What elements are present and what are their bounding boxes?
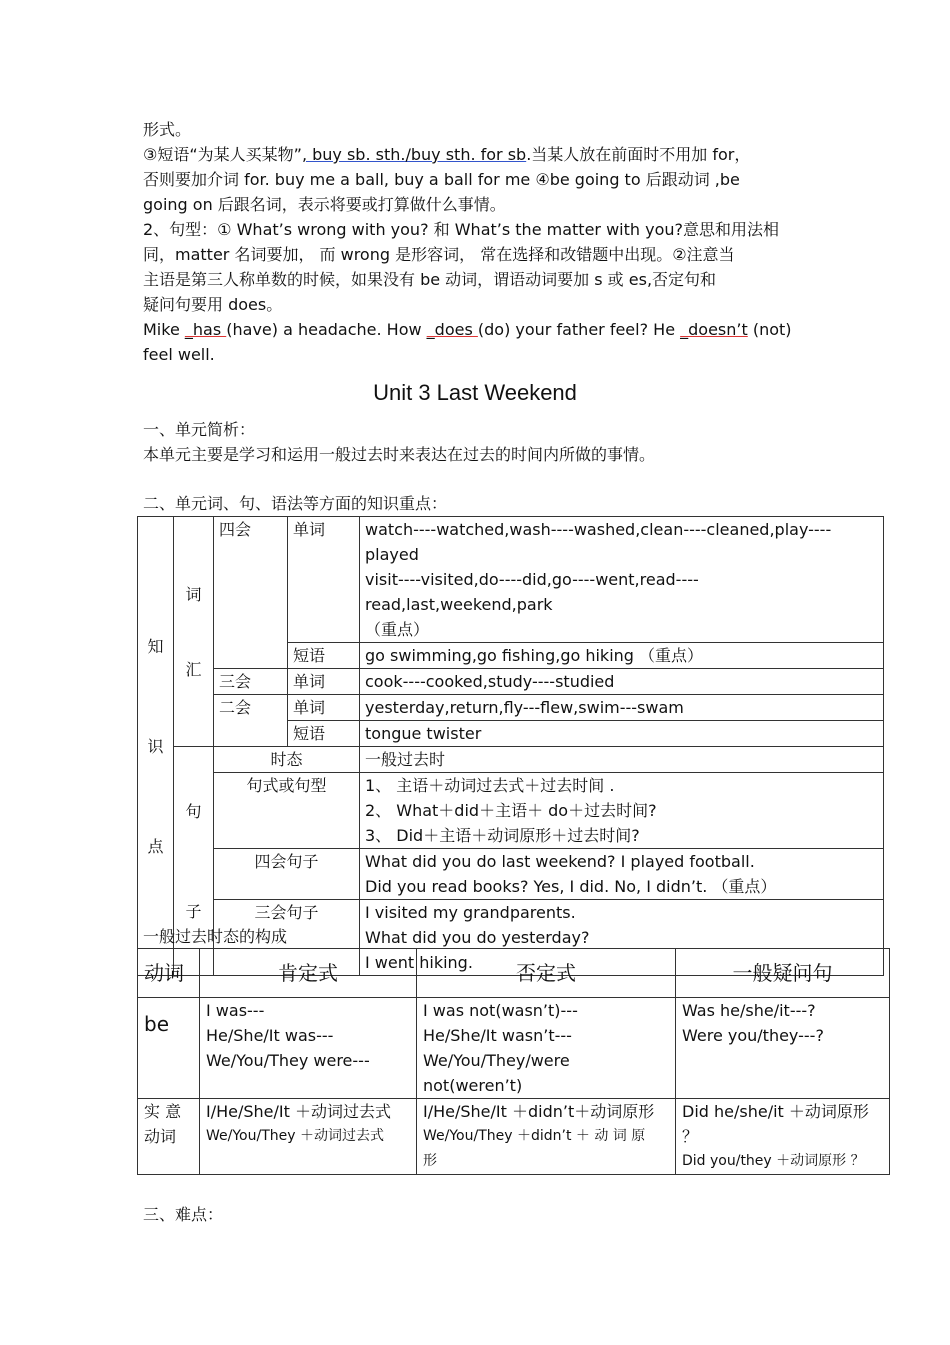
- content-line: 1、 主语＋动词过去式＋过去时间 .: [365, 776, 615, 795]
- section3-heading: 三、难点：: [143, 1205, 224, 1224]
- knowledge-label-cell: [138, 517, 174, 976]
- content-cell: [360, 773, 884, 849]
- content-line: 2、 What＋did＋主语＋ do＋过去时间?: [365, 801, 657, 820]
- knowledge-table: [137, 516, 884, 976]
- four-label-cell: 四会句子: [214, 849, 360, 900]
- text: (have) a headache. How: [226, 320, 427, 339]
- verb-q-cell: [676, 1099, 890, 1175]
- content-cell: yesterday,return,fly---flew,swim---swam: [360, 695, 884, 721]
- answer-does: _does: [426, 320, 478, 339]
- table-line: Was he/she/it---?: [682, 1001, 816, 1020]
- section1: [143, 417, 813, 467]
- text: (not): [747, 320, 792, 339]
- spacer: [143, 659, 168, 734]
- spacer: [143, 759, 168, 834]
- level-cell: 三会: [214, 669, 288, 695]
- content-line: visit----visited,do----did,go----went,read----read,last,weekend,park: [365, 570, 699, 614]
- type-cell: 单词: [288, 517, 360, 643]
- verb-label-cell: [138, 1099, 200, 1175]
- table-line: We/You/They were---: [206, 1051, 370, 1070]
- content-cell: [360, 517, 884, 643]
- label-char: 识: [147, 736, 164, 756]
- content-cell: go swimming,go fishing,go hiking （重点）: [360, 643, 884, 669]
- content-line: What did you do last weekend? I played football.: [365, 852, 755, 871]
- text: ③短语“为某人买某物”: [143, 145, 302, 164]
- intro-line: 否则要加介词 for. buy me a ball, buy a ball for me ④be going to 后跟动词 ,be: [143, 170, 740, 189]
- intro-line: 主语是第三人称单数的时候，如果没有 be 动词，谓语动词要加 s 或 es,否定句和: [143, 270, 717, 289]
- type-cell: 单词: [288, 669, 360, 695]
- label-char: 知: [147, 636, 164, 656]
- table-line: We/You/They ＋动词过去式: [206, 1128, 384, 1144]
- content-line: （重点）: [365, 620, 430, 639]
- three-label-cell: 三会句子: [214, 900, 360, 976]
- label-char: 汇: [185, 659, 202, 679]
- text: .当某人放在前面时不用加 for，: [526, 145, 751, 164]
- be-neg-cell: [417, 998, 676, 1099]
- label-char: 词: [185, 584, 202, 604]
- intro-line: 同，matter 名词要加， 而 wrong 是形容词， 常在选择和改错题中出现。②注意当: [143, 245, 735, 264]
- section1-text: 本单元主要是学习和运用一般过去时来表达在过去的时间内所做的事情。: [143, 445, 656, 464]
- content-cell: cook----cooked,study----studied: [360, 669, 884, 695]
- intro-line: [143, 317, 813, 342]
- intro-line: 2、句型：① What’s wrong with you? 和 What’s the matter with you?意思和用法相: [143, 220, 779, 239]
- content-line: What did you do yesterday?: [365, 928, 590, 947]
- header-cell: 否定式: [417, 949, 676, 998]
- label-char: 点: [147, 836, 164, 856]
- type-cell: 单词: [288, 695, 360, 721]
- intro-line: 疑问句要用 does。: [143, 295, 283, 314]
- level-cell: 四会: [214, 517, 288, 669]
- type-cell: 短语: [288, 721, 360, 747]
- content-line: 3、 Did＋主语＋动词原形＋过去时间?: [365, 826, 640, 845]
- vocab-label-cell: [174, 517, 214, 747]
- table-line: not(weren’t): [423, 1076, 523, 1095]
- table-line: I/He/She/It ＋动词过去式: [206, 1102, 391, 1121]
- table-line: I was---: [206, 1001, 265, 1020]
- content-cell: [360, 849, 884, 900]
- table-line: I was not(wasn’t)---: [423, 1001, 578, 1020]
- spacer: [179, 607, 208, 657]
- intro-line: [143, 142, 813, 167]
- intro-line: 形式。: [143, 120, 192, 139]
- be-label-cell: be: [138, 998, 200, 1099]
- content-line: I visited my grandparents.: [365, 903, 576, 922]
- spacer: [179, 824, 208, 899]
- unit-title: Unit 3 Last Weekend: [373, 380, 577, 405]
- answer-has: _has: [184, 320, 227, 339]
- header-cell: 动词: [138, 949, 200, 998]
- be-q-cell: [676, 998, 890, 1099]
- tense-table: [137, 948, 890, 1175]
- content-cell: 一般过去时: [360, 747, 884, 773]
- table-line: 实 意: [144, 1102, 182, 1121]
- label-char: 句: [185, 801, 202, 821]
- intro-paragraph: [143, 117, 813, 367]
- content-line: Did you read books? Yes, I did. No, I didn’t. （重点）: [365, 877, 777, 896]
- section2-heading: 二、单元词、句、语法等方面的知识重点：: [143, 494, 448, 513]
- intro-line: going on 后跟名词，表示将要或打算做什么事情。: [143, 195, 506, 214]
- content-line: watch----watched,wash----washed,clean----cleaned,play----played: [365, 520, 832, 564]
- table-line: Were you/they---?: [682, 1026, 824, 1045]
- be-pos-cell: [200, 998, 417, 1099]
- table-line: Did he/she/it ＋动词原形 ？: [682, 1102, 869, 1146]
- tense-label-cell: 时态: [214, 747, 360, 773]
- table-line: We/You/They/were: [423, 1051, 570, 1070]
- table-line: He/She/It was---: [206, 1026, 334, 1045]
- label-char: 子: [185, 901, 202, 921]
- section1-heading: 一、单元简析：: [143, 420, 256, 439]
- table-line: Did you/they ＋动词原形 ？: [682, 1153, 865, 1169]
- type-cell: 短语: [288, 643, 360, 669]
- table-line: He/She/It wasn’t---: [423, 1026, 572, 1045]
- phrase-underlined: , buy sb. sth./buy sth. for sb: [301, 145, 527, 164]
- content-line: I went hiking.: [365, 953, 473, 972]
- verb-neg-cell: [417, 1099, 676, 1175]
- verb-pos-cell: [200, 1099, 417, 1175]
- header-cell: 肯定式: [200, 949, 417, 998]
- text: (do) your father feel? He: [477, 320, 681, 339]
- intro-line: feel well.: [143, 345, 215, 364]
- table-line: We/You/They ＋didn’t ＋ 动 词 原: [423, 1128, 646, 1144]
- text: Mike: [143, 320, 185, 339]
- level-cell: 二会: [214, 695, 288, 747]
- tense-caption: 一般过去时态的构成: [143, 927, 288, 946]
- table-line: I/He/She/It ＋didn’t＋动词原形: [423, 1102, 655, 1121]
- pattern-label-cell: 句式或句型: [214, 773, 360, 849]
- table-line: 形: [423, 1153, 437, 1169]
- header-cell: 一般疑问句: [676, 949, 890, 998]
- table-line: 动词: [144, 1127, 177, 1146]
- content-cell: tongue twister: [360, 721, 884, 747]
- answer-doesnt: _doesn’t: [680, 320, 748, 339]
